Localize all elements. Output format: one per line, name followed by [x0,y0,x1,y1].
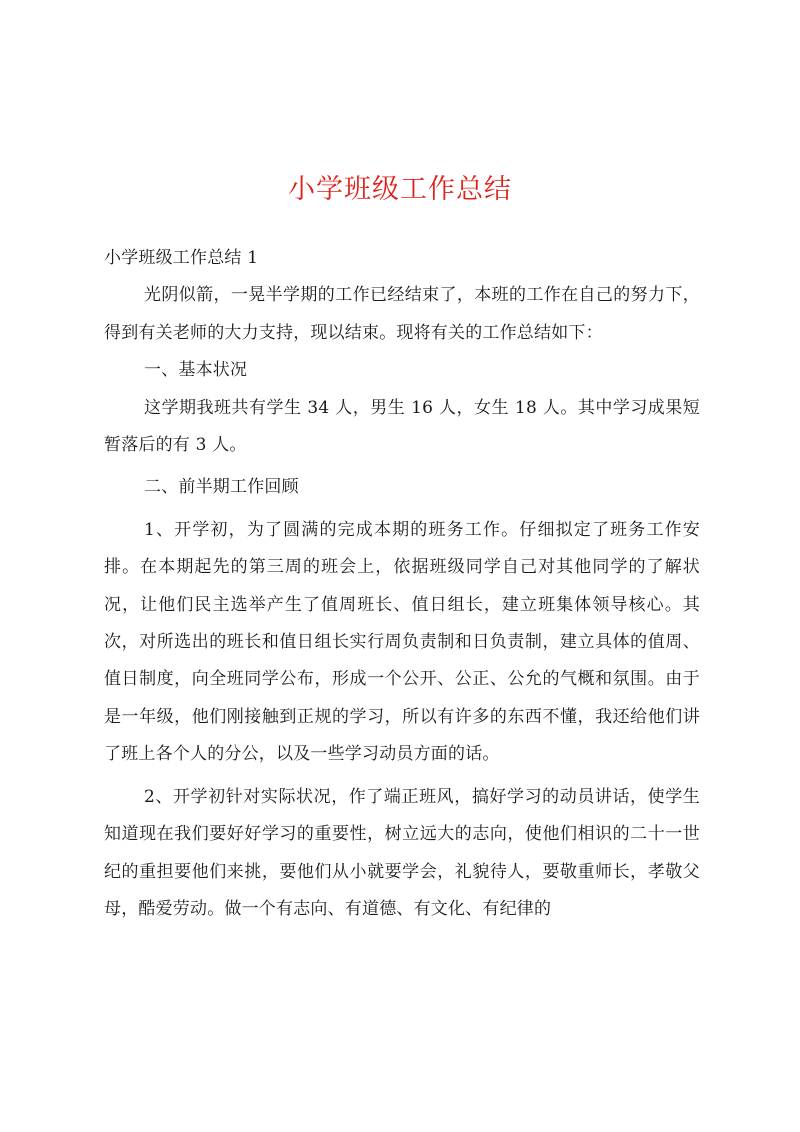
paragraph-intro: 光阴似箭，一晃半学期的工作已经结束了，本班的工作在自己的努力下，得到有关老师的大力支持，现以结束。现将有关的工作总结如下： [104,285,700,343]
heading-first-half-review: 二、前半期工作回顾 [144,477,299,498]
paragraph-item-1: 1、开学初，为了圆满的完成本期的班务工作。仔细拟定了班务工作安排。在本期起先的第三周的班会上，依据班级同学自己对其他同学的了解状况，让他们民主选举产生了值周班长、值日组长，建立班集体领导核心。其次，对所选出的班长和值日组长实行周负责制和日负责制，建立具体的值周、值日制度，向全班同学公布，形成一个公开、公正、公允的气概和氛围。由于是一年级，他们刚接触到正规的学习，所以有许多的东西不懂，我还给他们讲了班上各个人的分公，以及一些学习动员方面的话。 [104,519,700,765]
section-heading: 小学班级工作总结 1 [104,248,259,268]
paragraph-basic-situation: 这学期我班共有学生 34 人，男生 16 人，女生 18 人。其中学习成果短暂落后的有 3 人。 [104,397,700,456]
document-body [104,240,700,928]
heading-basic-situation: 一、基本状况 [144,360,248,381]
document-title: 小学班级工作总结 [288,174,512,205]
paragraph-item-2: 2、开学初针对实际状况，作了端正班风，搞好学习的动员讲话，使学生知道现在我们要好好学习的重要性，树立远大的志向，使他们相识的二十一世纪的重担要他们来挑，要他们从小就要学会，礼貌待人，要敬重师长，孝敬父母，酷爱劳动。做一个有志向、有道德、有文化、有纪律的 [104,786,700,919]
